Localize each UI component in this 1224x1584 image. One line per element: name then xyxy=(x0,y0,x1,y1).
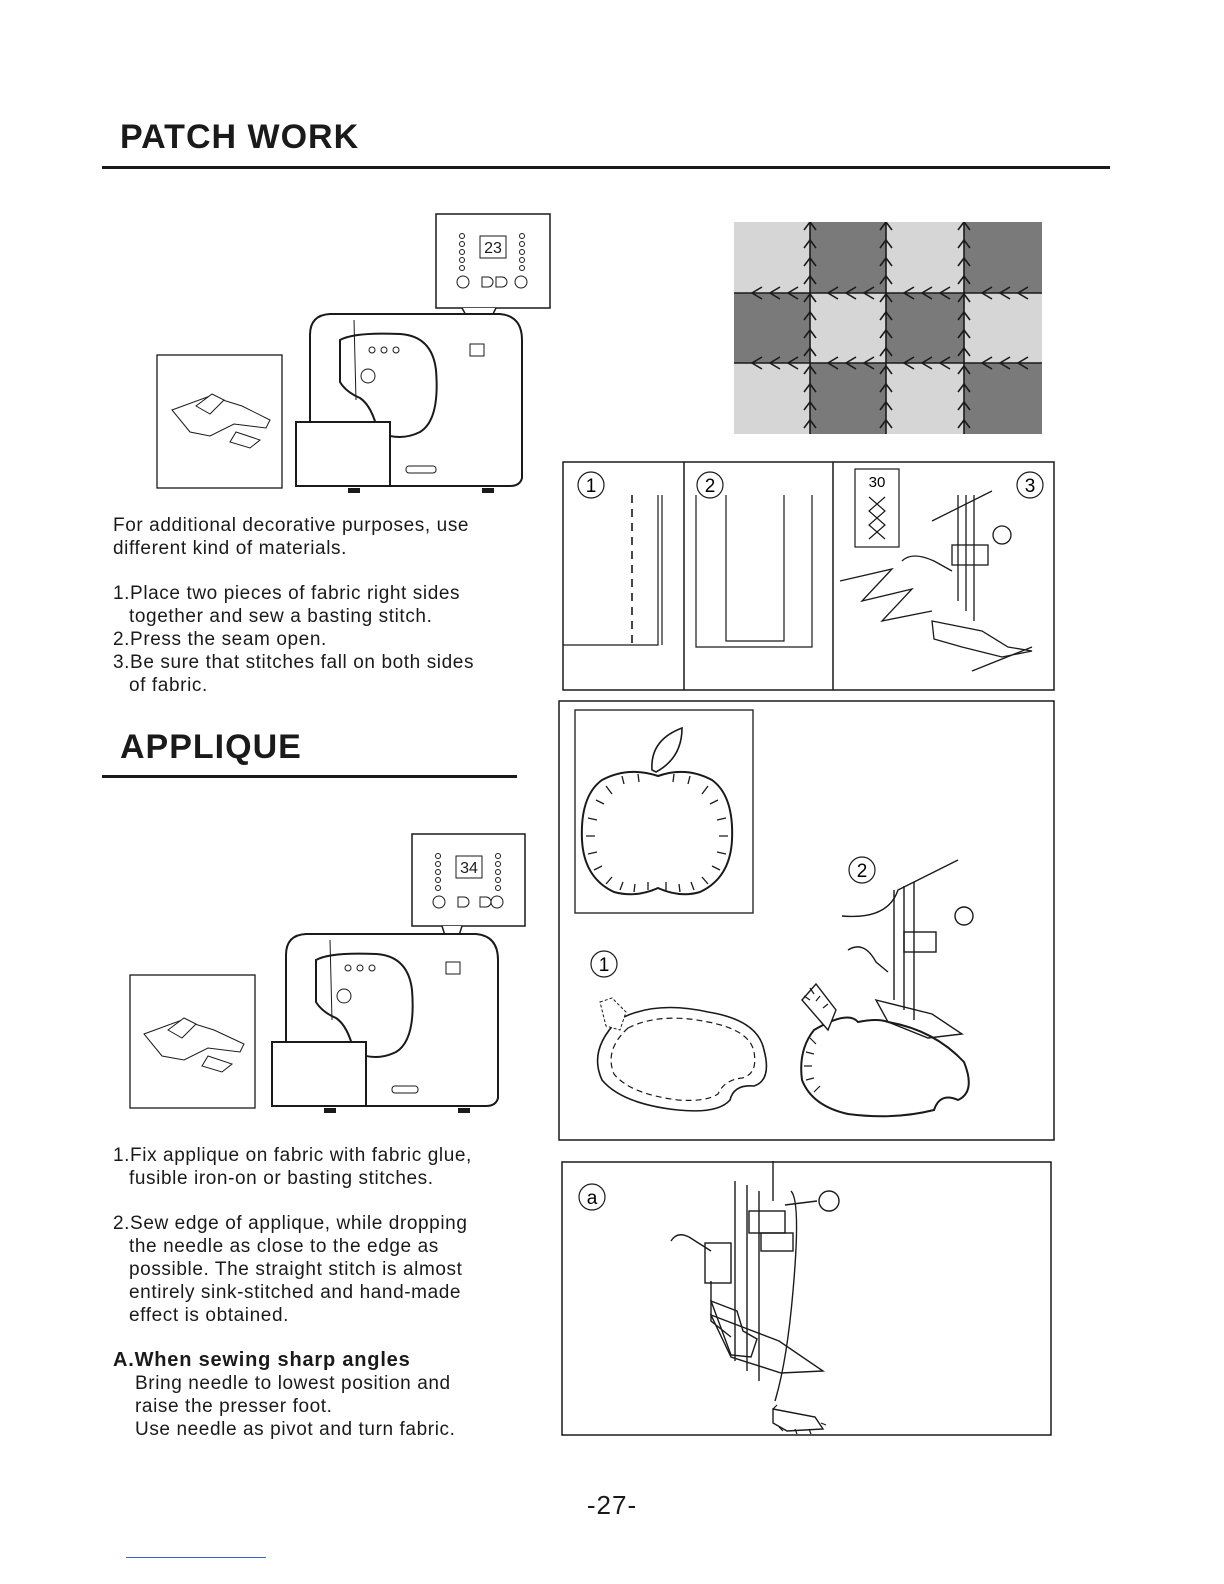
patchwork-panel-number: 23 xyxy=(484,240,502,257)
patchwork-intro-line: different kind of materials. xyxy=(113,538,348,559)
applique-figure-label-1: 1 xyxy=(598,955,610,976)
patchwork-steps-figure xyxy=(562,461,1056,692)
sharp-angles-heading: A.When sewing sharp angles xyxy=(113,1349,411,1371)
patchwork-steps xyxy=(113,582,543,697)
applique-step-1-cont: fusible iron-on or basting stitches. xyxy=(129,1168,434,1189)
patchwork-intro xyxy=(113,514,543,560)
figure-label-a: a xyxy=(586,1188,598,1209)
sharp-angles-line: Use needle as pivot and turn fabric. xyxy=(135,1419,456,1440)
sewing-machine-illustration xyxy=(150,210,560,500)
sharp-angles-line: Bring needle to lowest position and xyxy=(135,1373,451,1394)
applique-step-1: 1.Fix applique on fabric with fabric glue, xyxy=(113,1145,472,1166)
patchwork-intro-line: For additional decorative purposes, use xyxy=(113,515,470,536)
applique-step-2-cont: the needle as close to the edge as xyxy=(129,1236,439,1257)
stitch-number: 30 xyxy=(868,474,886,491)
applique-figure-label-2: 2 xyxy=(856,861,868,882)
page-number: -27- xyxy=(586,1490,638,1520)
applique-step-2-cont: entirely sink-stitched and hand-made xyxy=(129,1282,462,1303)
patchwork-step-1-cont: together and sew a basting stitch. xyxy=(129,606,433,627)
figure-label-1: 1 xyxy=(585,476,597,497)
patchwork-step-2: 2.Press the seam open. xyxy=(113,629,327,650)
applique-step-2-cont: effect is obtained. xyxy=(129,1305,289,1326)
applique-step-2-cont: possible. The straight stitch is almost xyxy=(129,1259,463,1280)
sharp-angles-section xyxy=(113,1349,553,1441)
sharp-angles-line: raise the presser foot. xyxy=(135,1396,333,1417)
applique-steps xyxy=(113,1144,553,1327)
footer-underline xyxy=(126,1557,266,1558)
applique-panel-number: 34 xyxy=(460,860,478,877)
patchwork-quilt-illustration xyxy=(734,222,1042,434)
applique-title: APPLIQUE xyxy=(120,728,302,766)
patchwork-title-rule xyxy=(102,166,1110,169)
figure-label-3: 3 xyxy=(1024,476,1036,497)
applique-steps-figure xyxy=(558,700,1056,1142)
patchwork-step-3: 3.Be sure that stitches fall on both sides xyxy=(113,652,475,673)
sharp-angle-figure xyxy=(561,1161,1053,1437)
applique-title-rule xyxy=(102,775,517,778)
applique-step-2: 2.Sew edge of applique, while dropping xyxy=(113,1213,468,1234)
sewing-machine-illustration xyxy=(124,830,534,1120)
patchwork-title: PATCH WORK xyxy=(120,118,360,156)
patchwork-step-3-cont: of fabric. xyxy=(129,675,208,696)
figure-label-2: 2 xyxy=(704,476,716,497)
patchwork-step-1: 1.Place two pieces of fabric right sides xyxy=(113,583,461,604)
